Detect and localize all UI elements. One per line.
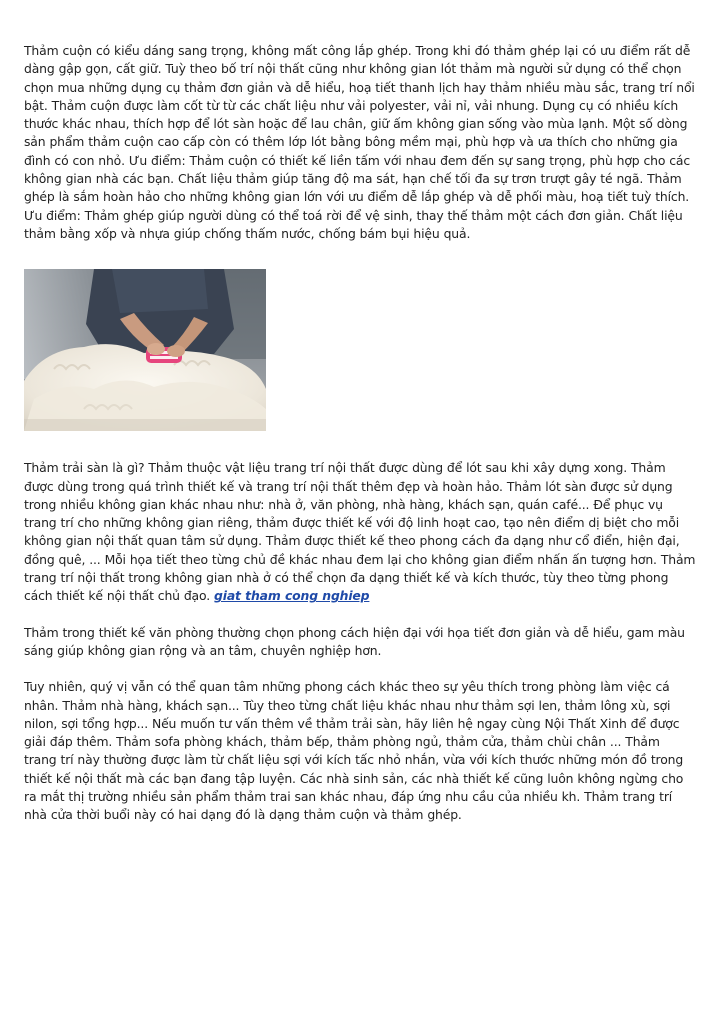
paragraph-what-is-rug-text: Thảm trải sàn là gì? Thảm thuộc vật liệu trang trí nội thất được dùng để lót sau khi xây dựng xong. Thảm được dùng trong quá trình thiết kế và trang trí nội thất thêm đẹp và hoàn hảo. Thảm lót sàn được sử dụng trong nhiều không gian khác nhau như: nhà ở, văn phòng, nhà hàng, khách sạn, quán café... Để phục vụ trang trí cho những không gian riêng, thảm được thiết kế với độ linh hoạt cao, tạo nên điểm dị biệt cho mỗi không gian nội thất quan tâm sử dụng. Thảm được thiết kế theo phong cách đa dạng như cổ điển, hiện đại, đồng quê, ... Mỗi họa tiết theo từng chủ đề khác nhau đem lại cho không gian điểm nhấn ấn tượng hơn. Thảm trang trí nội thất trong không gian nhà ở có thể chọn đa dạng thiết kế và kích thước, tùy theo từng phong cách thiết kế nội thất chủ đạo. [24, 460, 696, 604]
paragraph-rug-styles: Tuy nhiên, quý vị vẫn có thể quan tâm những phong cách khác theo sự yêu thích trong phòng làm việc cá nhân. Thảm nhà hàng, khách sạn... Tùy theo từng chất liệu khác nhau như thảm sợi len, thảm lông xù, sợi nilon, sợi tổng hợp... Nếu muốn tư vấn thêm về thảm trải sàn, hãy liên hệ ngay cùng Nội Thất Xinh để được giải đáp thêm. Thảm sofa phòng khách, thảm bếp, thảm phòng ngủ, thảm cửa, thảm chùi chân ... Thảm trang trí này thường được làm từ chất liệu sợi với kích tấc nhỏ nhắn, vừa với kích thước những món đồ trong thiết kế nội thất mà các bạn đang tập luyện. Các nhà sinh sản, các nhà thiết kế cũng luôn không ngừng cho ra mắt thị trường nhiều sản phẩm thảm trai san khác nhau, đáp ứng nhu cầu của nhiều kh. Thảm trang trí nhà cửa thời buổi này có hai dạng đó là dạng thảm cuộn và thảm ghép. [24, 679, 684, 823]
paragraph-office-rug: Thảm trong thiết kế văn phòng thường chọn phong cách hiện đại với họa tiết đơn giản và dễ hiểu, gam màu sáng giúp không gian rộng và an tâm, chuyên nghiệp hơn. [24, 624, 685, 658]
paragraph-rug-types: Thảm cuộn có kiểu dáng sang trọng, không mất công lắp ghép. Trong khi đó thảm ghép lại có ưu điểm rất dễ dàng gập gọn, cất giữ. Tuỳ theo bố trí nội thất cũng như không gian lót thảm mà người sử dụng có thể chọn chọn mua những dụng cụ thảm đơn giản và dễ hiểu, hoạ tiết thanh lịch hay thảm nhiều màu sắc, trang trí nổi bật. Thảm cuộn được làm cốt từ từ các chất liệu như vải polyester, vải nỉ, vải nhung. Dụng cụ có nhiều kích thước khác nhau, thích hợp để lót sàn hoặc để lau chân, giữ ấm không gian sống vào mùa lạnh. Một số dòng sản phẩm thảm cuộn cao cấp còn có thêm lớp lót bằng bông mềm mại, phù hợp và ưa thích cho những gia đình có con nhỏ. Ưu điểm: Thảm cuộn có thiết kế liền tấm với nhau đem đến sự sang trọng, phù hợp cho các không gian nhà các bạn. Chất liệu thảm giúp tăng độ ma sát, hạn chế tối đa sự trơn trượt gây té ngã. Thảm ghép là sắm hoàn hảo cho những không gian lớn với ưu điểm dễ lắp ghép và dễ phối màu, hoạ tiết tuỳ thích. Ưu điểm: Thảm ghép giúp người dùng có thể toá rời để vệ sinh, thay thế thảm một cách đơn giản. Chất liệu thảm bằng xốp và nhựa giúp chống thấm nước, chống bám bụi hiệu quả. [24, 43, 695, 241]
article-body [24, 42, 696, 825]
photo-fluffy-rug-cleaning [24, 269, 266, 431]
link-industrial-carpet-cleaning[interactable]: giat tham cong nghiep [214, 588, 370, 604]
paragraph-what-is-rug [24, 459, 696, 605]
